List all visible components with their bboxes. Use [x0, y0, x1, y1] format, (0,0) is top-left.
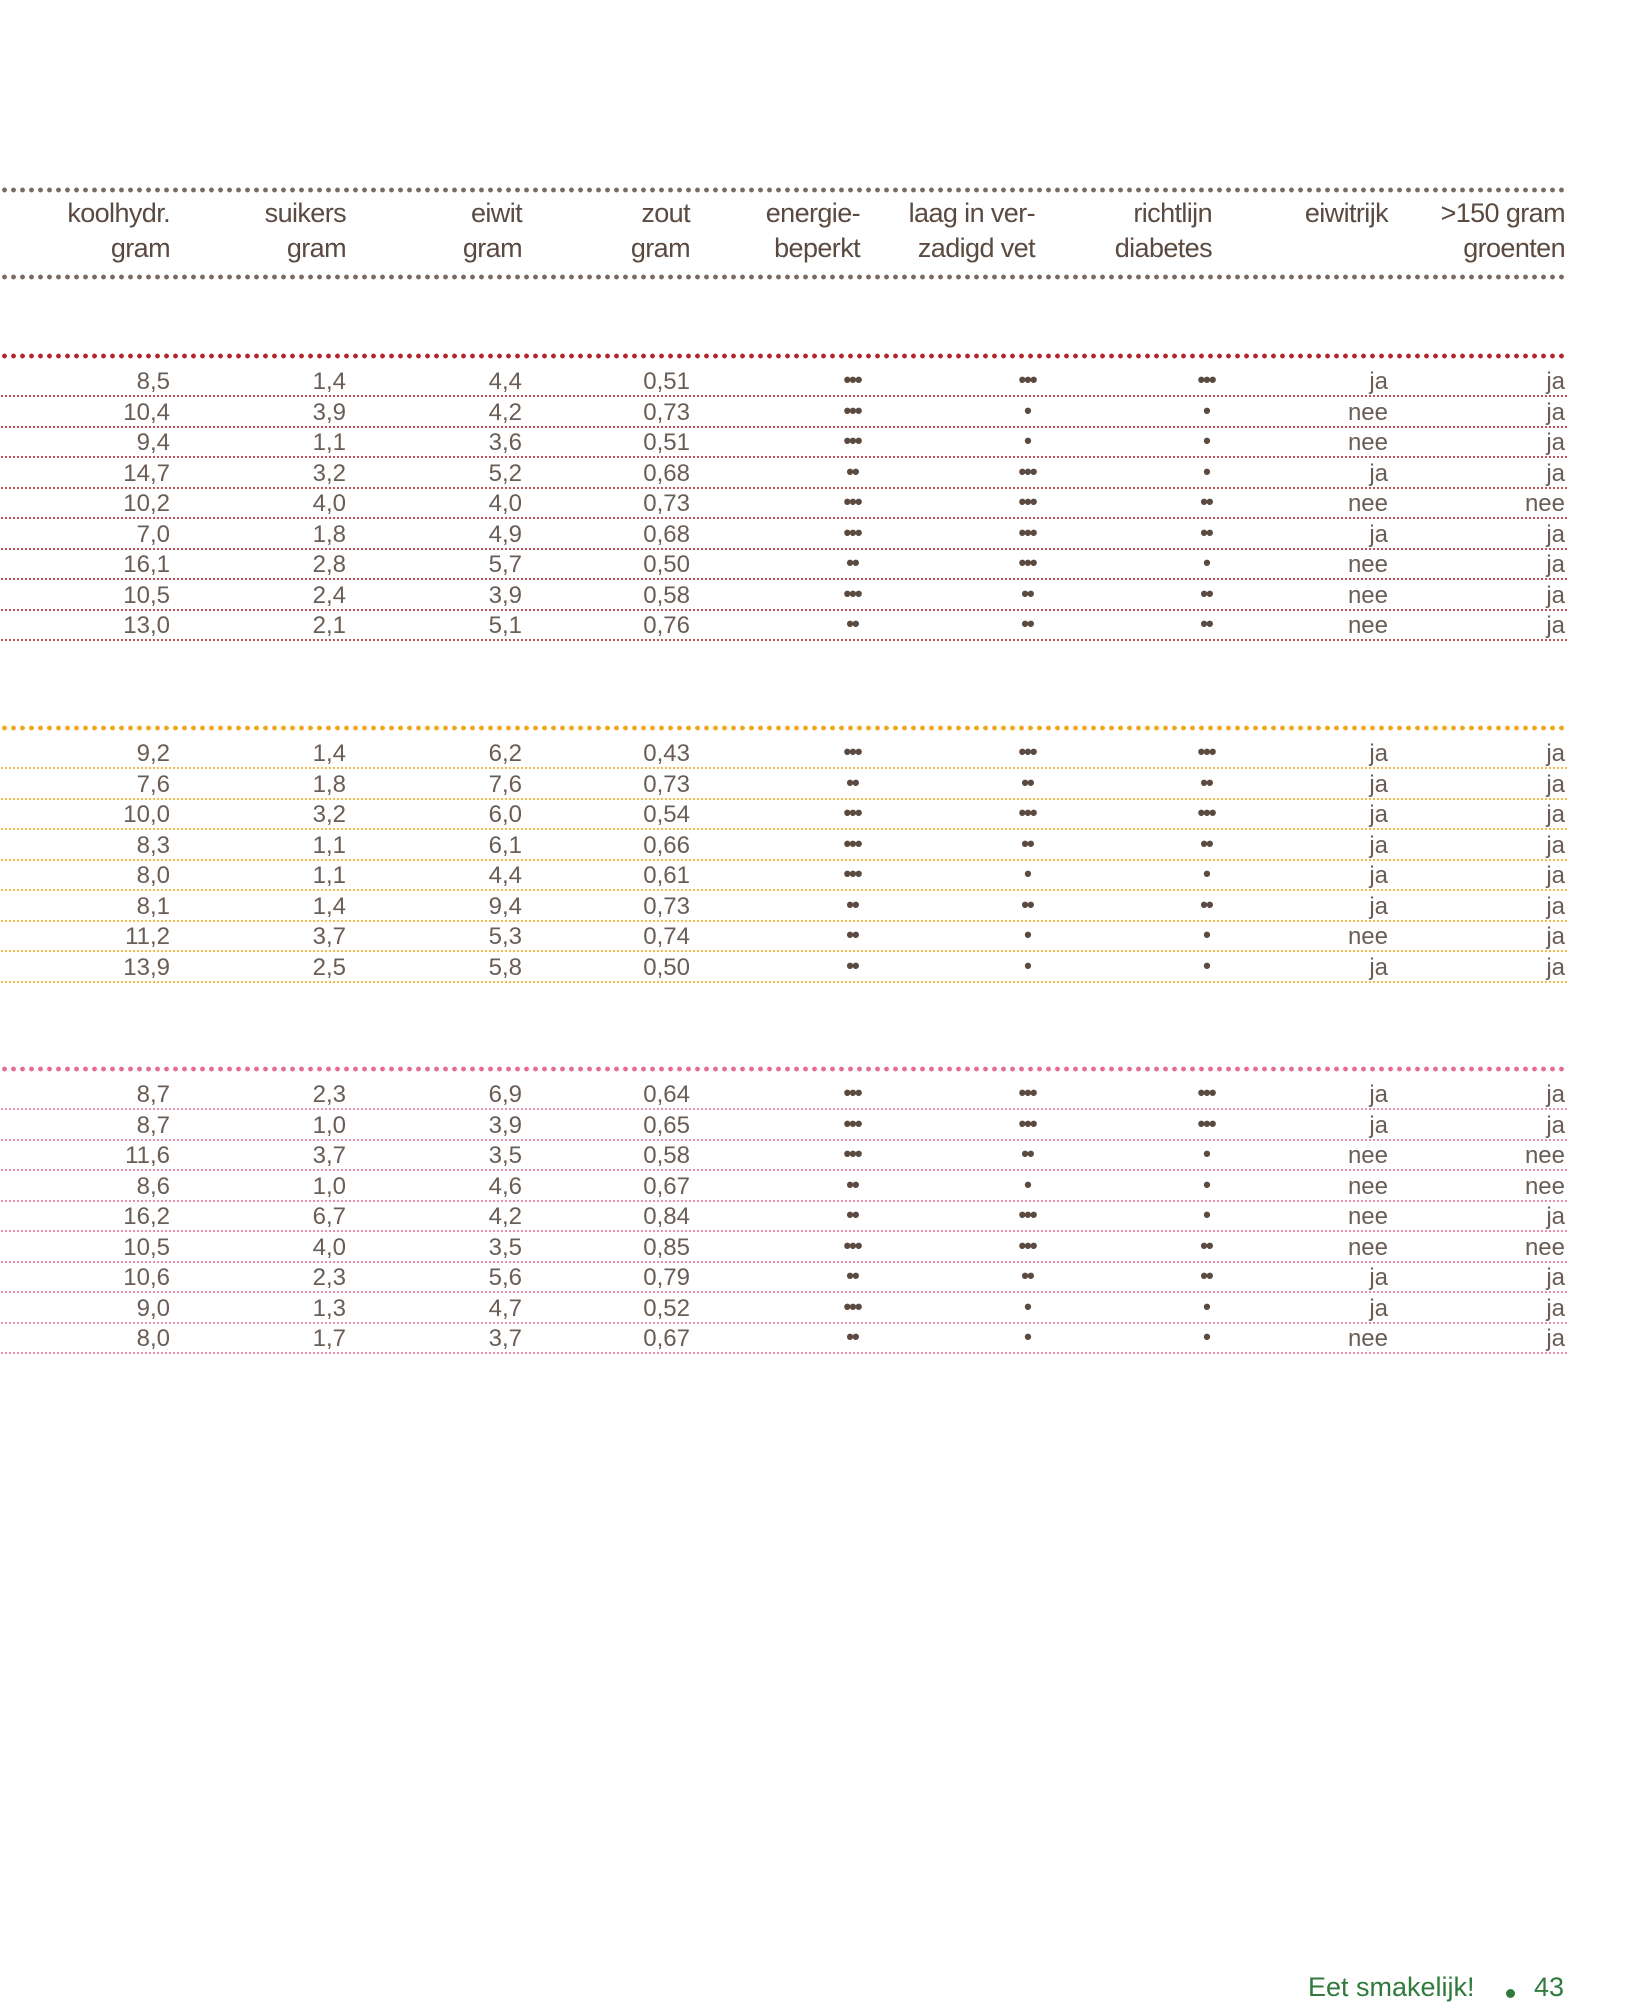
table-cell: 1,7 [312, 1325, 346, 1352]
table-cell: 6,7 [312, 1203, 346, 1230]
table-cell: 5,8 [488, 953, 522, 981]
table-cell: nee [1347, 1142, 1388, 1169]
table-cell: 4,2 [488, 398, 522, 426]
column-header-line1: >150 gram [1440, 198, 1565, 228]
table-cell: 10,4 [123, 398, 170, 426]
row-divider [0, 950, 1568, 952]
table-cell: ja [1546, 1111, 1565, 1139]
table-cell: ••• [1197, 367, 1215, 392]
table-cell: nee [1524, 1142, 1565, 1169]
table-cell: 0,76 [643, 612, 690, 639]
footer-slogan: Eet smakelijk! [1308, 1972, 1475, 2002]
row-divider [0, 517, 1568, 519]
table-cell: ••• [843, 1080, 861, 1105]
table-cell: 10,6 [123, 1264, 170, 1291]
table-cell: • [1203, 952, 1209, 978]
table-cell: ja [1546, 581, 1565, 609]
table-cell: 8,0 [136, 1325, 170, 1352]
table-cell: ja [1369, 862, 1388, 889]
table-cell: ••• [1018, 1202, 1036, 1227]
table-cell: ja [1546, 770, 1565, 798]
column-header [1441, 196, 1565, 266]
table-cell: ja [1369, 1294, 1388, 1322]
table-cell: 16,2 [123, 1203, 170, 1230]
table-cell: •• [846, 1202, 858, 1227]
table-cell: ••• [1018, 458, 1036, 484]
row-divider [0, 1322, 1568, 1324]
table-cell: • [1203, 1324, 1209, 1349]
table-cell: ••• [1018, 489, 1036, 514]
table-cell: 1,3 [312, 1294, 346, 1322]
table-cell: 6,1 [488, 831, 522, 859]
header-bottom-rule [0, 274, 1568, 280]
table-cell: 1,0 [312, 1172, 346, 1200]
table-cell: 1,1 [312, 831, 346, 859]
table-cell: • [1203, 397, 1209, 423]
column-header-line1: eiwitrijk [1304, 198, 1388, 228]
table-cell: nee [1347, 490, 1388, 517]
table-cell: nee [1347, 551, 1388, 578]
table-cell: ja [1546, 801, 1565, 828]
row-divider [0, 981, 1568, 983]
table-cell: ••• [1197, 739, 1215, 764]
column-header-line2: beperkt [774, 233, 860, 263]
table-cell: 2,3 [312, 1081, 346, 1108]
table-cell: 10,5 [123, 581, 170, 609]
table-cell: 4,9 [488, 520, 522, 548]
table-cell: ja [1546, 862, 1565, 889]
table-cell: 0,79 [643, 1264, 690, 1291]
table-cell: •• [1021, 769, 1033, 795]
table-cell: 3,9 [488, 1111, 522, 1139]
table-cell: ja [1546, 551, 1565, 578]
table-cell: 1,8 [312, 770, 346, 798]
table-cell: • [1203, 861, 1209, 886]
table-cell: • [1203, 922, 1209, 947]
column-header [463, 196, 522, 266]
table-cell: 3,9 [312, 398, 346, 426]
table-cell: • [1203, 458, 1209, 484]
table-cell: • [1203, 1293, 1209, 1319]
table-cell: nee [1347, 1233, 1388, 1261]
table-cell: 9,0 [136, 1294, 170, 1322]
row-divider [0, 1261, 1568, 1263]
column-header-line1: laag in ver- [908, 198, 1035, 228]
table-cell: 0,65 [643, 1111, 690, 1139]
table-cell: • [1024, 397, 1030, 423]
bullet-icon [1506, 1989, 1515, 1998]
row-divider [0, 426, 1568, 428]
table-cell: 2,3 [312, 1264, 346, 1291]
table-cell: 2,5 [312, 953, 346, 981]
table-cell: ••• [843, 428, 861, 453]
table-cell: 9,4 [488, 892, 522, 920]
table-cell: •• [846, 1324, 858, 1349]
table-cell: ja [1369, 1111, 1388, 1139]
row-divider [0, 889, 1568, 891]
table-cell: 0,73 [643, 892, 690, 920]
table-cell: •• [1200, 1263, 1212, 1288]
table-cell: •• [1021, 830, 1033, 856]
table-cell: 3,7 [312, 1142, 346, 1169]
table-cell: 0,51 [643, 368, 690, 395]
table-cell: 0,64 [643, 1081, 690, 1108]
column-header-line1: energie- [765, 198, 860, 228]
table-cell: 3,6 [488, 429, 522, 456]
table-cell: ••• [1018, 519, 1036, 545]
table-cell: 3,7 [312, 923, 346, 950]
table-cell: 13,0 [123, 612, 170, 639]
table-cell: 6,9 [488, 1081, 522, 1108]
table-cell: 4,0 [312, 1233, 346, 1261]
table-cell: •• [846, 458, 858, 484]
table-cell: ••• [1197, 1110, 1215, 1136]
table-cell: ••• [1197, 1080, 1215, 1105]
table-cell: ••• [843, 1141, 861, 1166]
table-cell: 0,52 [643, 1294, 690, 1322]
table-cell: 3,5 [488, 1142, 522, 1169]
table-cell: ••• [1018, 739, 1036, 764]
column-header [909, 196, 1035, 266]
table-cell: 0,74 [643, 923, 690, 950]
table-cell: 0,50 [643, 953, 690, 981]
column-header-line2: gram [630, 233, 690, 263]
table-cell: 8,6 [136, 1172, 170, 1200]
table-cell: 4,0 [312, 490, 346, 517]
table-cell: ja [1546, 520, 1565, 548]
table-cell: ja [1546, 1294, 1565, 1322]
table-cell: 1,0 [312, 1111, 346, 1139]
table-cell: 2,4 [312, 581, 346, 609]
row-divider [0, 798, 1568, 800]
table-cell: ••• [1018, 1080, 1036, 1105]
table-cell: ja [1546, 1203, 1565, 1230]
table-cell: • [1024, 1171, 1030, 1197]
section-rule [0, 725, 1568, 731]
table-cell: ••• [843, 397, 861, 423]
table-cell: ja [1546, 923, 1565, 950]
table-cell: 1,4 [312, 892, 346, 920]
column-header-line2: diabetes [1114, 233, 1212, 263]
table-cell: 1,1 [312, 862, 346, 889]
table-cell: ja [1546, 892, 1565, 920]
column-header [1115, 196, 1212, 266]
table-cell: • [1024, 428, 1030, 453]
table-cell: 0,68 [643, 459, 690, 487]
table-cell: •• [1200, 611, 1212, 636]
table-cell: ••• [1018, 1110, 1036, 1136]
table-cell: 0,58 [643, 1142, 690, 1169]
row-divider [0, 1352, 1568, 1354]
table-cell: 0,58 [643, 581, 690, 609]
table-cell: •• [846, 1263, 858, 1288]
column-header-line1: zout [641, 198, 690, 228]
row-divider [0, 548, 1568, 550]
table-cell: 4,4 [488, 862, 522, 889]
table-cell: nee [1347, 1325, 1388, 1352]
table-cell: 0,61 [643, 862, 690, 889]
table-cell: •• [1021, 580, 1033, 606]
table-cell: ••• [843, 580, 861, 606]
table-cell: nee [1347, 1203, 1388, 1230]
table-cell: • [1024, 1324, 1030, 1349]
table-cell: 0,51 [643, 429, 690, 456]
row-divider [0, 456, 1568, 458]
table-cell: • [1203, 1141, 1209, 1166]
table-cell: 4,0 [488, 490, 522, 517]
table-cell: ••• [843, 1232, 861, 1258]
row-divider [0, 1291, 1568, 1293]
table-cell: ••• [843, 519, 861, 545]
table-cell: ••• [843, 739, 861, 764]
table-cell: ja [1369, 520, 1388, 548]
table-cell: 5,7 [488, 551, 522, 578]
column-header-line2: gram [110, 233, 170, 263]
table-cell: ••• [843, 861, 861, 886]
table-cell: 0,85 [643, 1233, 690, 1261]
table-cell: 7,6 [136, 770, 170, 798]
table-cell: 3,2 [312, 459, 346, 487]
table-cell: 4,6 [488, 1172, 522, 1200]
table-cell: •• [1200, 830, 1212, 856]
column-header-line1: suikers [264, 198, 346, 228]
column-header-line2: gram [462, 233, 522, 263]
table-cell: ja [1369, 1264, 1388, 1291]
row-divider [0, 578, 1568, 580]
column-header [67, 196, 170, 266]
row-divider [0, 395, 1568, 397]
table-cell: ja [1369, 459, 1388, 487]
table-cell: 1,8 [312, 520, 346, 548]
table-cell: nee [1347, 612, 1388, 639]
row-divider [0, 639, 1568, 641]
column-header-line2: groenten [1463, 233, 1565, 263]
table-cell: nee [1347, 398, 1388, 426]
column-header-line2: zadigd vet [917, 233, 1035, 263]
table-cell: 0,66 [643, 831, 690, 859]
table-cell: 5,6 [488, 1264, 522, 1291]
table-cell: ja [1369, 953, 1388, 981]
table-cell: 2,1 [312, 612, 346, 639]
table-cell: •• [1200, 580, 1212, 606]
row-divider [0, 609, 1568, 611]
table-cell: ja [1369, 801, 1388, 828]
table-cell: •• [846, 611, 858, 636]
table-cell: 0,54 [643, 801, 690, 828]
table-cell: ja [1369, 892, 1388, 920]
table-cell: 9,4 [136, 429, 170, 456]
row-divider [0, 1139, 1568, 1141]
table-cell: ••• [843, 367, 861, 392]
table-cell: • [1024, 861, 1030, 886]
table-cell: • [1203, 1171, 1209, 1197]
table-cell: 0,68 [643, 520, 690, 548]
table-cell: • [1024, 922, 1030, 947]
column-header-line1: koolhydr. [67, 198, 170, 228]
table-cell: ••• [843, 830, 861, 856]
table-cell: •• [1021, 611, 1033, 636]
table-cell: 8,1 [136, 892, 170, 920]
table-cell: 2,8 [312, 551, 346, 578]
table-cell: ja [1369, 770, 1388, 798]
table-cell: ja [1546, 429, 1565, 456]
column-header [631, 196, 690, 266]
column-header [265, 196, 346, 266]
table-cell: ••• [1018, 800, 1036, 825]
table-cell: nee [1347, 923, 1388, 950]
table-cell: 11,2 [125, 923, 170, 950]
table-cell: •• [846, 891, 858, 917]
table-cell: 4,2 [488, 1203, 522, 1230]
table-cell: 4,7 [488, 1294, 522, 1322]
table-cell: • [1024, 952, 1030, 978]
table-cell: 5,1 [488, 612, 522, 639]
table-cell: •• [1200, 1232, 1212, 1258]
table-cell: ••• [843, 800, 861, 825]
table-cell: ••• [1197, 800, 1215, 825]
table-cell: 4,4 [488, 368, 522, 395]
column-header [1305, 196, 1388, 231]
table-cell: 5,3 [488, 923, 522, 950]
table-cell: nee [1524, 490, 1565, 517]
table-cell: ••• [1018, 367, 1036, 392]
row-divider [0, 859, 1568, 861]
table-cell: •• [1021, 891, 1033, 917]
table-cell: 3,9 [488, 581, 522, 609]
table-cell: ••• [843, 1110, 861, 1136]
column-header-line2: gram [286, 233, 346, 263]
table-cell: 10,5 [123, 1233, 170, 1261]
row-divider [0, 1169, 1568, 1171]
table-cell: nee [1347, 581, 1388, 609]
table-cell: 6,0 [488, 801, 522, 828]
table-cell: •• [1200, 769, 1212, 795]
table-cell: •• [846, 1171, 858, 1197]
table-cell: 7,6 [488, 770, 522, 798]
row-divider [0, 1108, 1568, 1110]
table-cell: 6,2 [488, 740, 522, 767]
table-cell: ja [1546, 459, 1565, 487]
table-cell: •• [846, 550, 858, 575]
header-top-rule [0, 187, 1568, 193]
table-cell: ja [1546, 1325, 1565, 1352]
table-cell: 3,2 [312, 801, 346, 828]
table-cell: 0,67 [643, 1172, 690, 1200]
column-header-line1: eiwit [470, 198, 522, 228]
table-cell: 0,73 [643, 490, 690, 517]
table-cell: ja [1369, 740, 1388, 767]
table-cell: 8,3 [136, 831, 170, 859]
table-cell: ja [1546, 953, 1565, 981]
table-cell: ja [1546, 368, 1565, 395]
table-cell: ja [1546, 612, 1565, 639]
table-cell: •• [846, 952, 858, 978]
table-cell: •• [846, 769, 858, 795]
table-cell: ja [1546, 1264, 1565, 1291]
table-cell: • [1024, 1293, 1030, 1319]
table-cell: 3,7 [488, 1325, 522, 1352]
table-cell: nee [1524, 1172, 1565, 1200]
table-cell: ja [1546, 831, 1565, 859]
table-cell: 5,2 [488, 459, 522, 487]
table-cell: nee [1347, 1172, 1388, 1200]
table-cell: 14,7 [123, 459, 170, 487]
table-cell: 0,67 [643, 1325, 690, 1352]
page-number: 43 [1534, 1972, 1565, 2002]
table-cell: ••• [843, 489, 861, 514]
table-cell: ja [1546, 1081, 1565, 1108]
row-divider [0, 767, 1568, 769]
table-cell: 0,73 [643, 398, 690, 426]
table-cell: 8,5 [136, 368, 170, 395]
table-cell: 16,1 [123, 551, 170, 578]
table-cell: 0,73 [643, 770, 690, 798]
table-cell: ja [1546, 398, 1565, 426]
section-rule [0, 353, 1568, 359]
table-cell: 0,43 [643, 740, 690, 767]
table-cell: 1,1 [312, 429, 346, 456]
table-cell: ••• [843, 1293, 861, 1319]
table-cell: ja [1369, 831, 1388, 859]
table-cell: •• [1021, 1263, 1033, 1288]
table-cell: • [1203, 428, 1209, 453]
table-cell: ja [1369, 1081, 1388, 1108]
table-cell: •• [1200, 519, 1212, 545]
table-cell: 8,0 [136, 862, 170, 889]
table-cell: nee [1347, 429, 1388, 456]
table-cell: 11,6 [125, 1142, 170, 1169]
table-cell: 9,2 [136, 740, 170, 767]
table-cell: •• [846, 922, 858, 947]
row-divider [0, 1200, 1568, 1202]
table-cell: nee [1524, 1233, 1565, 1261]
column-header [766, 196, 860, 266]
table-cell: ja [1369, 368, 1388, 395]
table-cell: 8,7 [136, 1111, 170, 1139]
table-cell: 7,0 [136, 520, 170, 548]
section-rule [0, 1066, 1568, 1072]
table-cell: 3,5 [488, 1233, 522, 1261]
row-divider [0, 828, 1568, 830]
table-cell: • [1203, 1202, 1209, 1227]
table-cell: •• [1200, 891, 1212, 917]
table-cell: 13,9 [123, 953, 170, 981]
table-cell: 0,50 [643, 551, 690, 578]
table-cell: ••• [1018, 550, 1036, 575]
table-cell: 10,0 [123, 801, 170, 828]
table-cell: ja [1546, 740, 1565, 767]
column-header-line1: richtlijn [1133, 198, 1212, 228]
row-divider [0, 920, 1568, 922]
row-divider [0, 1230, 1568, 1232]
table-cell: •• [1021, 1141, 1033, 1166]
table-cell: • [1203, 550, 1209, 575]
table-cell: 10,2 [123, 490, 170, 517]
table-cell: 8,7 [136, 1081, 170, 1108]
table-cell: ••• [1018, 1232, 1036, 1258]
table-cell: 1,4 [312, 368, 346, 395]
table-cell: 0,84 [643, 1203, 690, 1230]
table-cell: •• [1200, 489, 1212, 514]
row-divider [0, 487, 1568, 489]
table-cell: 1,4 [312, 740, 346, 767]
